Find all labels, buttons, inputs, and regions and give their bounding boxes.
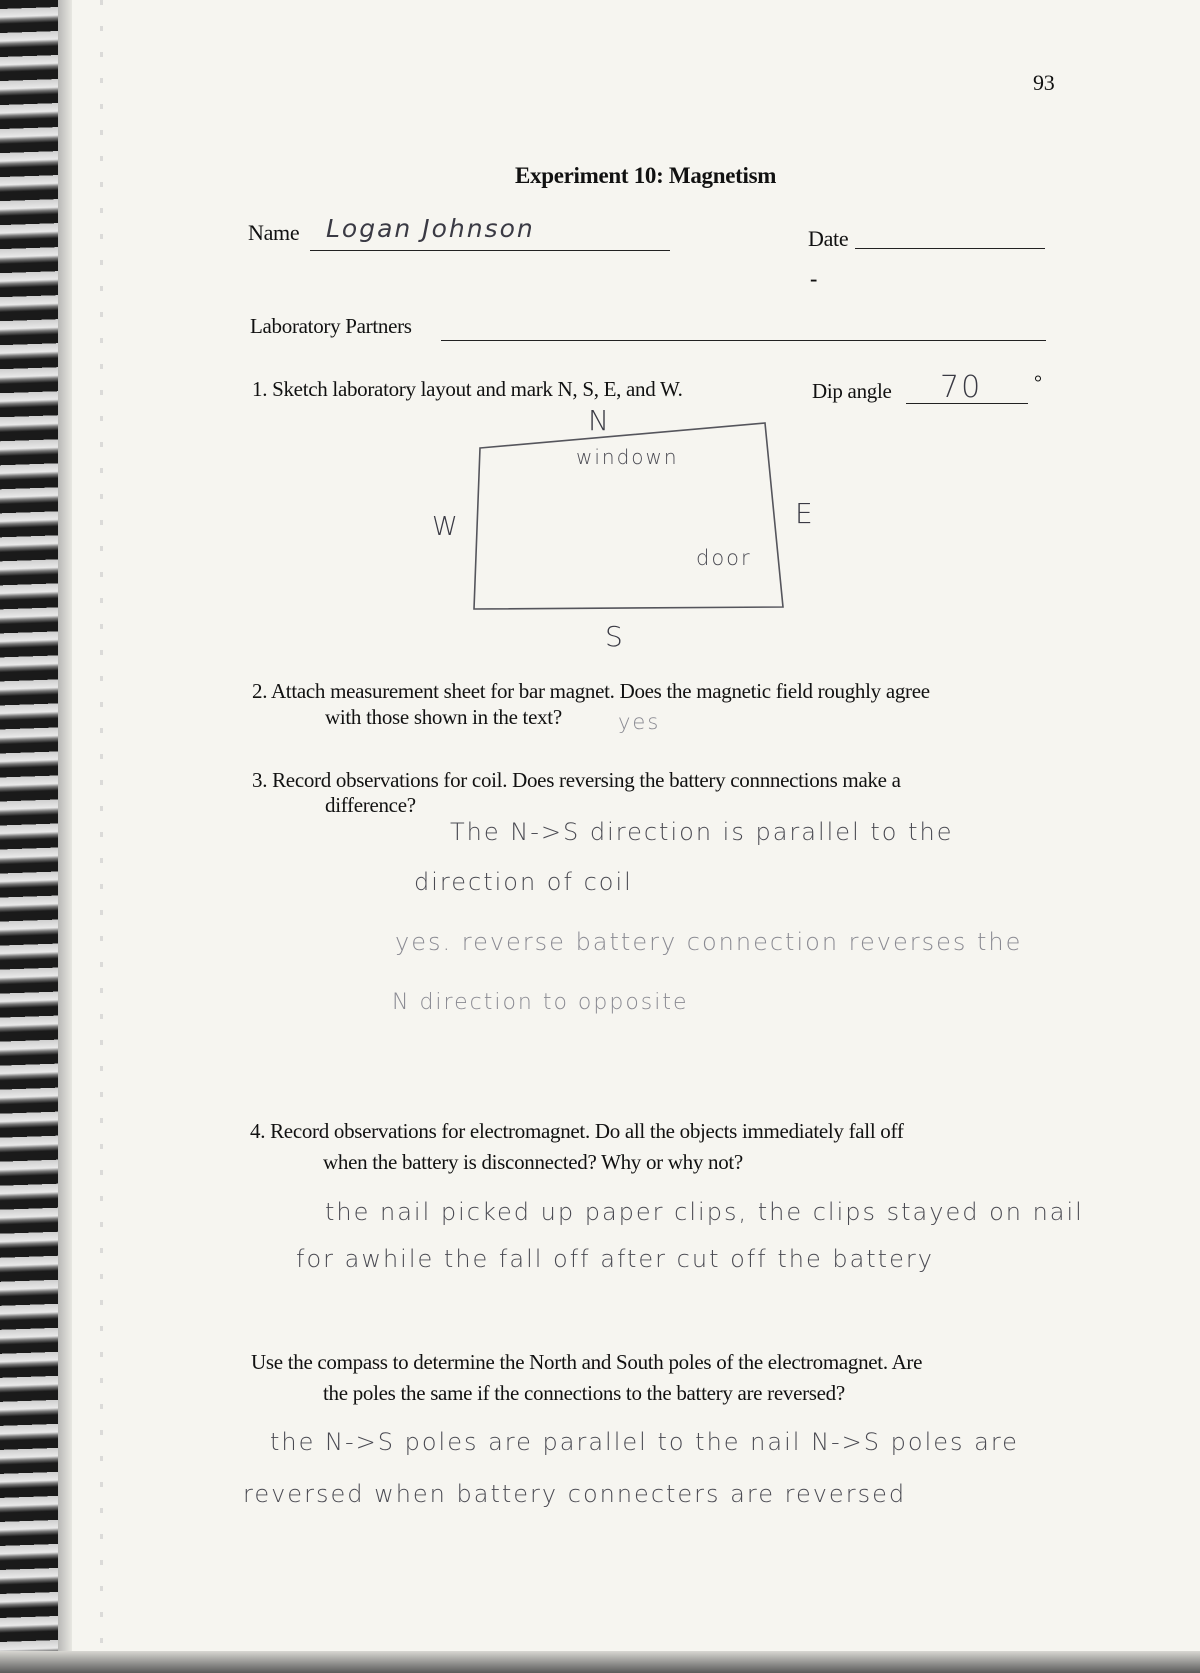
q5-answer-1: the N->S poles are parallel to the nail N->S poles are bbox=[270, 1428, 1019, 1456]
q4-answer-1: the nail picked up paper clips, the clips stayed on nail bbox=[325, 1198, 1084, 1226]
name-line bbox=[310, 250, 670, 251]
name-value: Logan Johnson bbox=[326, 214, 535, 243]
q3-line1: 3. Record observations for coil. Does reversing the battery connnections make a bbox=[252, 768, 901, 792]
page-title: Experiment 10: Magnetism bbox=[515, 163, 777, 188]
q3-line2: difference? bbox=[325, 793, 416, 817]
punch-hole-margin bbox=[100, 0, 103, 1673]
sketch-south: S bbox=[605, 620, 623, 653]
sketch-door: door bbox=[696, 546, 752, 570]
q2-line1: 2. Attach measurement sheet for bar magnet. Does the magnetic field roughly agree bbox=[252, 679, 930, 703]
q3-answer-3: yes. reverse battery connection reverses the bbox=[395, 928, 1023, 956]
dip-angle-label: Dip angle bbox=[812, 379, 892, 403]
sketch-east: E bbox=[795, 497, 813, 530]
date-label: Date bbox=[808, 226, 849, 251]
q3-answer-2: direction of coil bbox=[414, 868, 633, 896]
binding-shadow bbox=[58, 0, 72, 1673]
q4-line1: 4. Record observations for electromagnet. Do all the objects immediately fall off bbox=[250, 1119, 904, 1143]
q2-line2: with those shown in the text? bbox=[325, 705, 562, 729]
q5-answer-2: reversed when battery connecters are reversed bbox=[243, 1480, 907, 1508]
partners-line bbox=[441, 340, 1046, 341]
sketch-north: N bbox=[588, 404, 609, 437]
q3-answer-4: N direction to opposite bbox=[392, 990, 689, 1015]
sketch-window: windown bbox=[576, 445, 679, 469]
date-mark: - bbox=[810, 266, 818, 291]
q4-answer-2: for awhile the fall off after cut off the battery bbox=[296, 1245, 934, 1273]
q2-answer: yes bbox=[618, 710, 661, 734]
name-label: Name bbox=[248, 220, 300, 245]
partners-label: Laboratory Partners bbox=[250, 314, 412, 338]
date-line bbox=[855, 248, 1045, 249]
sketch-west: W bbox=[432, 512, 458, 542]
spiral-binding bbox=[0, 0, 58, 1673]
q3-answer-1: The N->S direction is parallel to the bbox=[450, 818, 954, 846]
q5-line2: the poles the same if the connections to the battery are reversed? bbox=[323, 1381, 845, 1405]
page-bottom-edge bbox=[0, 1651, 1200, 1673]
q1-text: 1. Sketch laboratory layout and mark N, S, E, and W. bbox=[252, 377, 683, 401]
dip-angle-value: 70 bbox=[940, 370, 983, 405]
q5-line1: Use the compass to determine the North and South poles of the electromagnet. Are bbox=[251, 1350, 923, 1374]
page-number: 93 bbox=[1033, 70, 1055, 95]
degree-symbol: ° bbox=[1034, 372, 1042, 394]
q4-line2: when the battery is disconnected? Why or why not? bbox=[323, 1150, 743, 1174]
